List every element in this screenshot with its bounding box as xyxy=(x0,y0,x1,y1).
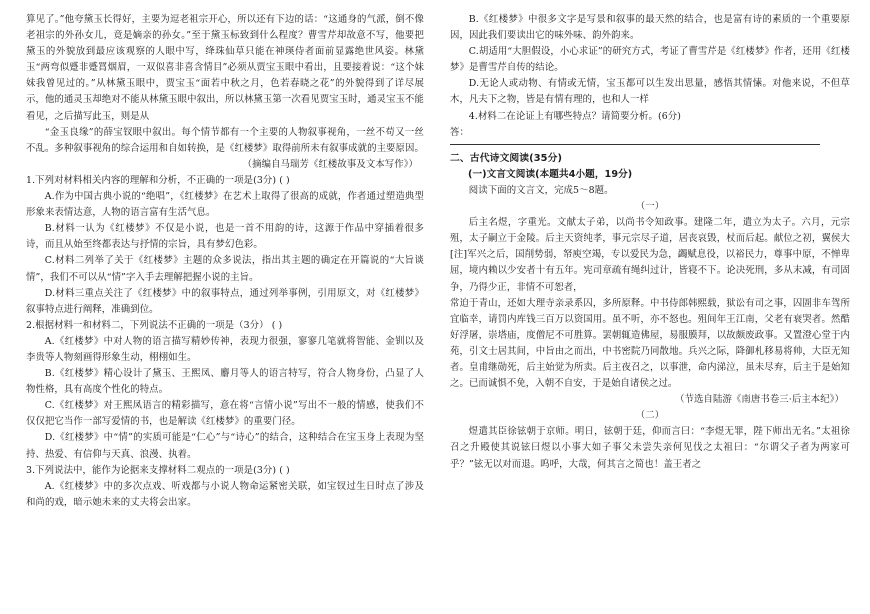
part-number: （二） xyxy=(635,410,665,422)
question-3-option-a: A.《红楼梦》中的多次点戏、听戏都与小说人物命运紧密关联，如宝钗过生日时点了涉及和尚的戏，暗示她未来的丈夫将会出家。 xyxy=(26,480,424,508)
passage-paragraph: “金玉良缘”的薛宝钗眼中叙出。每个情节都有一个主要的人物叙事视角，一丝不苟又一丝不乱。多种叙事视角的综合运用和自如转换，是《红楼梦》取得前所未有叙事成就的主要原因。 xyxy=(26,126,424,154)
subsection-heading: (一)文言文阅读(本题共4小题，19分) xyxy=(468,168,633,180)
question-2-option-b: B.《红楼梦》精心设计了黛玉、王熙凤、麝月等人的语言特写，符合人物身份，凸显了人物性格，具有高度个性化的特点。 xyxy=(26,368,424,396)
question-3-option-c: C.胡适用“大胆假设，小心求证”的研究方式，考证了曹雪芹是《红楼梦》作者，还用《红楼梦》是曹雪芹自传的结论。 xyxy=(450,46,850,74)
instruction-text: 阅读下面的文言文，完成5～8题。 xyxy=(468,184,614,196)
question-3: 3.下列说法中，能作为论据来支撑材料二观点的一项是(3分) ( ) xyxy=(26,464,290,476)
part-number: （一） xyxy=(635,201,665,213)
question-2-option-c: C.《红楼梦》对王熙凤语言的精彩描写，意在将“言情小说”写出不一般的情感，使我们不仅仅把它当作一部写爱情的书，也是解读《红楼梦》的重要门径。 xyxy=(26,400,424,428)
question-3-option-b: B.《红楼梦》中很多文字是写景和叙事的最天然的结合，也是富有诗的素质的一个重要原因，因此我们要读出它的味外味、韵外韵来。 xyxy=(450,14,850,42)
answer-line xyxy=(450,143,820,145)
left-column xyxy=(26,12,424,608)
answer-label: 答： xyxy=(450,126,469,138)
source-citation: （节选自陆游《南唐书卷三·后主本纪》） xyxy=(675,394,844,406)
passage-paragraph: 算见了。”他夸黛玉长得好，主要为逗老祖宗开心，所以还有下边的话：“这通身的气派，倒不像老祖宗的外孙女儿，竟是嫡亲的孙女。”至于黛玉标致到什么程度？曹雪芹却故意不写，他要把黛玉的外貌放到最应该观察的人眼中写，绛珠仙草只能在神瑛侍者面前显露绝世风姿。林黛玉“两弯似蹙非蹙罥烟眉，一双似喜非喜含情目”必须从贾宝玉眼中看出，且要接着说：“这个妹妹我曾见过的。”从林黛玉眼中，贾宝玉“面若中秋之月，色若春晓之花”的外貌得到了详尽展示，他的通灵玉却绝对不能从林黛玉眼中叙出，所以林黛玉第一次看见贾宝玉时，通灵宝玉不能看见，之后描写此玉，则是从 xyxy=(26,14,424,122)
source-citation: （摘编自马瑞芳《红楼故事及文本写作》） xyxy=(242,158,418,170)
question-2-option-d: D.《红楼梦》中“情”的实质可能是“仁心”与“诗心”的结合，这种结合在宝玉身上表现为坚持、热爱、有信仰与天真、浪漫、执着。 xyxy=(26,432,424,460)
question-1-option-a: A.作为中国古典小说的“绝唱”，《红楼梦》在艺术上取得了很高的成就，作者通过塑造典型形象来表情达意，人物的语言富有生活气息。 xyxy=(26,191,424,219)
question-3-option-d: D.无论人或动物、有情或无情，宝玉都可以生发出思量，感悟其情愫。对他来说，不但草木，凡夫下之物，皆是有情有理的，也和人一样 xyxy=(450,78,850,106)
question-1-option-c: C.材料二列举了关于《红楼梦》主题的众多说法，指出其主题的确定在开篇说的“大旨谈情”，我们不可以从“情”字入手去理解把握小说的主旨。 xyxy=(26,255,424,283)
question-2-option-a: A.《红楼梦》中对人物的语言描写精妙传神，表现力很强，寥寥几笔就将智能、金钏以及李贵等人物刻画得形象生动，栩栩如生。 xyxy=(26,335,424,363)
question-2: 2.根据材料一和材料二，下列说法不正确的一项是（3分） ( ) xyxy=(26,319,283,331)
classical-passage: 后主名煜，字重光。文献太子弟，以尚书令知政事。建隆二年，遣立为太子。六月，元宗殂，太子嗣立于金陵。后主天资纯孝，事元宗尽子道，居丧哀毁，杖而后起。献位之初，翼侯大[注]军兴之后，国削势弱，帑庾空竭，专以爱民为急，蠲赋息役，以裕民力，尊事中原，不惮卑屈，境内赖以少安者十有五年。宪司章疏有绳纠过计，皆寝不下。论决死刑，多从末减，有司固争，乃得少正，非情不可恕者， xyxy=(450,217,850,293)
question-4: 4.材料二在论证上有哪些特点？请简要分析。(6分) xyxy=(468,110,682,122)
classical-passage: 煜遣其臣徐铉朝于京师。明日，铉朝于廷，仰而言曰：“李煜无罪，陛下师出无名。”太祖徐召之升殿使其说铉曰煜以小事大如子事父未尝失亲何见伐之太祖曰：“尔谓父子者为两家可乎？”铉无以对而退。呜呼，大哉，何其言之简也！盖王者之 xyxy=(450,426,850,470)
section-heading: 二、古代诗文阅读(35分) xyxy=(450,152,563,164)
classical-passage-continued: 常迫于青山，还如大理寺亲录系囚，多所原释。中书侍郎韩熙载，狱讼有司之事，囚圄非车驾所宜临幸，请罚内库钱三百万以资国用。虽不听，亦不怒也。殂间年王江南，父老有衰哭者。然酷好浮屠，崇塔庙，度僧尼不可胜算。罢朝辄造佛屋，易服膜拜，以故颇废政事。又置澄心堂于内苑，引文士居其间，中旨由之而出，中书密院乃同散地。兵兴之际，降御札移易将帅，大臣无知者。皇甫继勋死，后主始觉为所卖。后主夜召之，以事泄，命内涕泣，虽未尽弃，后主于是始知之。已而诚惧不免，入朝不自安，于是始自诸侯之过。 xyxy=(450,297,850,390)
right-column xyxy=(450,12,850,608)
question-1-option-b: B.材料一认为《红楼梦》不仅是小说，也是一首不用韵的诗，这源于作品中穿插着很多诗，而且从始至终都表达与抒情的宗旨，具有梦幻色彩。 xyxy=(26,223,424,251)
question-1-option-d: D.材料三重点关注了《红楼梦》中的叙事特点，通过列举事例，引用原文，对《红楼梦》叙事特点进行阐释，准确到位。 xyxy=(26,287,424,315)
question-1: 1.下列对材料相关内容的理解和分析，不正确的一项是(3分) ( ) xyxy=(26,174,290,186)
